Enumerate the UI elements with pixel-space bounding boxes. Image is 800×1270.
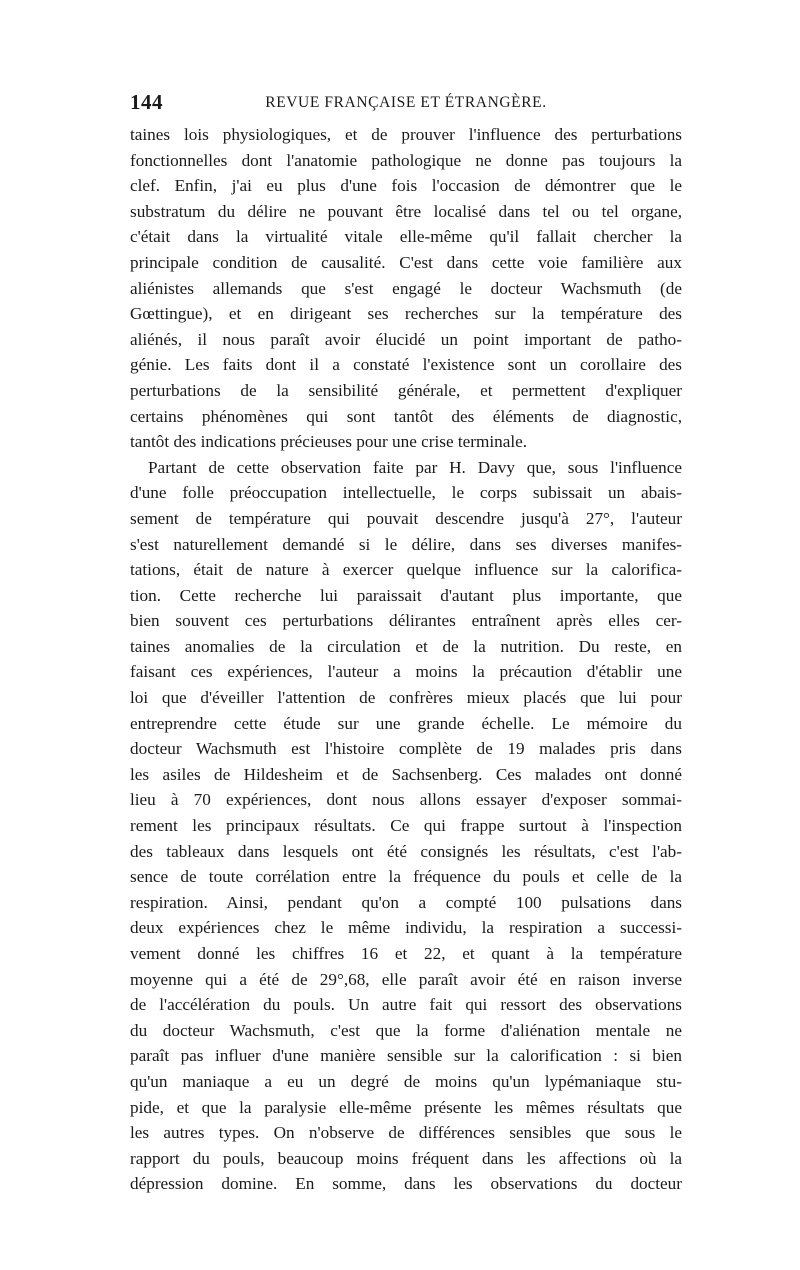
text-line: c'était dans la virtualité vitale elle-même qu'il fallait chercher la — [130, 227, 682, 247]
text-line: des tableaux dans lesquels ont été consignés les résultats, c'est l'ab- — [130, 841, 682, 861]
paragraph-2 — [130, 455, 682, 1197]
text-line: rapport du pouls, beaucoup moins fréquent dans les affections où la — [130, 1148, 682, 1168]
text-line: tantôt des indications précieuses pour une crise terminale. — [130, 432, 528, 452]
running-title: REVUE FRANÇAISE ET ÉTRANGÈRE. — [265, 94, 547, 111]
text-line: Partant de cette observation faite par H. Davy que, sous l'influence — [148, 457, 682, 477]
text-line: principale condition de causalité. C'est dans cette voie familière aux — [130, 252, 682, 272]
page — [130, 88, 682, 1197]
text-line: fonctionnelles dont l'anatomie pathologique ne donne pas toujours la — [130, 150, 682, 170]
text-line: les asiles de Hildesheim et de Sachsenberg. Ces malades ont donné — [130, 764, 682, 784]
text-line: aliénés, il nous paraît avoir élucidé un point important de patho- — [130, 329, 682, 349]
text-line: dépression domine. En somme, dans les observations du docteur — [130, 1174, 682, 1194]
text-line: s'est naturellement demandé si le délire, dans ses diverses manifes- — [130, 534, 682, 554]
text-line: qu'un maniaque a eu un degré de moins qu'un lypémaniaque stu- — [130, 1071, 682, 1091]
text-line: de l'accélération du pouls. Un autre fait qui ressort des observations — [130, 995, 682, 1015]
text-line: du docteur Wachsmuth, c'est que la forme d'aliénation mentale ne — [130, 1020, 682, 1040]
text-line: sement de température qui pouvait descendre jusqu'à 27°, l'auteur — [130, 508, 682, 528]
text-line: Gœttingue), et en dirigeant ses recherches sur la température des — [130, 304, 682, 324]
text-line: génie. Les faits dont il a constaté l'existence sont un corollaire des — [130, 355, 682, 375]
text-line: tations, était de nature à exercer quelque influence sur la calorifica- — [130, 560, 682, 580]
text-line: pide, et que la paralysie elle-même présente les mêmes résultats que — [130, 1097, 682, 1117]
text-line: rement les principaux résultats. Ce qui frappe surtout à l'inspection — [130, 816, 682, 836]
text-line: deux expériences chez le même individu, la respiration a successi- — [130, 918, 682, 938]
text-line: aliénistes allemands que s'est engagé le docteur Wachsmuth (de — [130, 278, 682, 298]
text-line: d'une folle préoccupation intellectuelle, le corps subissait un abais- — [130, 483, 682, 503]
text-line: lieu à 70 expériences, dont nous allons essayer d'exposer sommai- — [130, 790, 682, 810]
text-line: perturbations de la sensibilité générale, et permettent d'expliquer — [130, 380, 682, 400]
running-head — [130, 88, 682, 122]
text-line: certains phénomènes qui sont tantôt des éléments de diagnostic, — [130, 406, 682, 426]
paragraph-1 — [130, 122, 682, 455]
text-line: sence de toute corrélation entre la fréquence du pouls et celle de la — [130, 867, 682, 887]
text-line: faisant ces expériences, l'auteur a moins la précaution d'établir une — [130, 662, 682, 682]
text-line: moyenne qui a été de 29°,68, elle paraît avoir été en raison inverse — [130, 969, 682, 989]
body-text — [130, 122, 682, 1197]
text-line: tion. Cette recherche lui paraissait d'autant plus importante, que — [130, 585, 682, 605]
text-line: entreprendre cette étude sur une grande échelle. Le mémoire du — [130, 713, 682, 733]
text-line: vement donné les chiffres 16 et 22, et quant à la température — [130, 944, 682, 963]
page-number: 144 — [130, 90, 163, 114]
text-line: substratum du délire ne pouvant être localisé dans tel ou tel organe, — [130, 201, 682, 221]
text-line: les autres types. On n'observe de différences sensibles que sous le — [130, 1123, 682, 1143]
text-line: paraît pas influer d'une manière sensible sur la calorification : si bien — [130, 1046, 682, 1066]
text-line: respiration. Ainsi, pendant qu'on a compté 100 pulsations dans — [130, 892, 682, 912]
text-line: taines lois physiologiques, et de prouver l'influence des perturbations — [130, 125, 682, 144]
text-line: clef. Enfin, j'ai eu plus d'une fois l'occasion de démontrer que le — [130, 176, 682, 196]
text-line: docteur Wachsmuth est l'histoire complète de 19 malades pris dans — [130, 739, 682, 759]
text-line: loi que d'éveiller l'attention de confrères mieux placés que lui pour — [130, 688, 682, 708]
text-line: bien souvent ces perturbations délirantes entraînent après elles cer- — [130, 611, 682, 631]
text-line: taines anomalies de la circulation et de la nutrition. Du reste, en — [130, 636, 682, 656]
